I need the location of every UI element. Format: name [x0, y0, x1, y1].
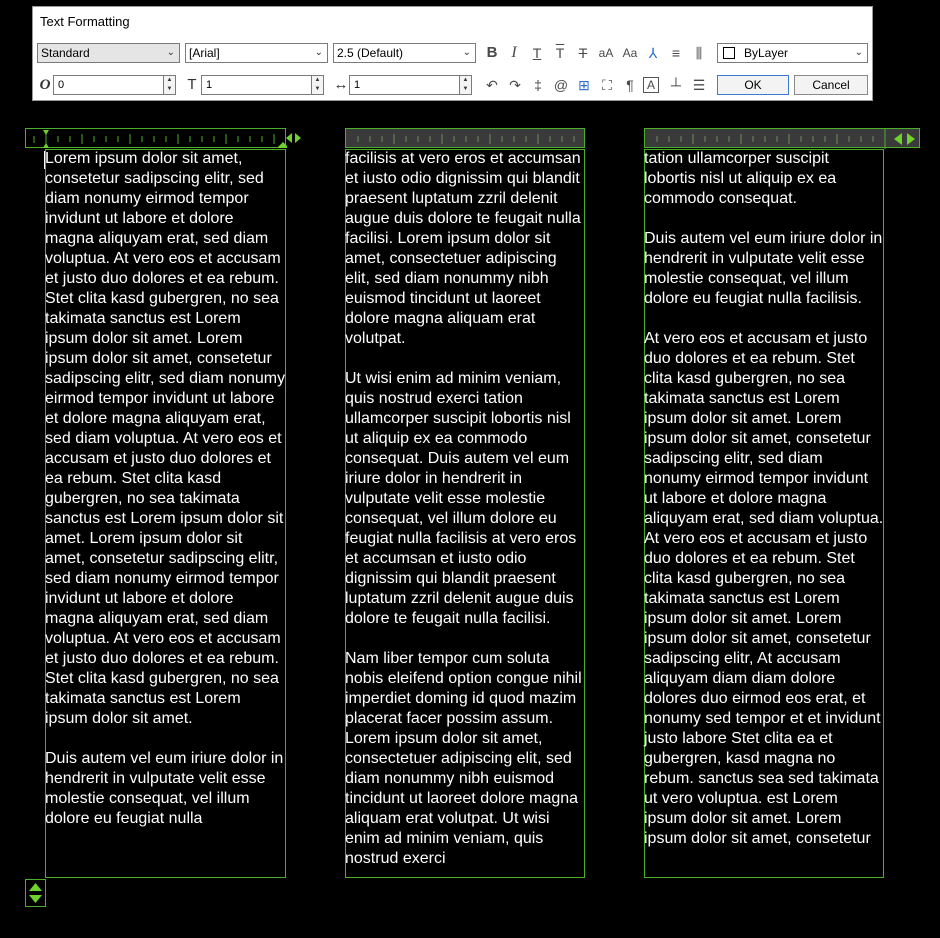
tracking-input[interactable]: 1 [201, 75, 312, 95]
color-select[interactable] [717, 43, 868, 63]
lowercase-button[interactable]: Aa [622, 46, 638, 60]
text-formatting-toolbar [32, 6, 873, 101]
width-factor-spinner[interactable]: ▲ ▼ [460, 75, 472, 95]
stack-fraction-icon[interactable]: ‡ [534, 77, 542, 93]
font-select[interactable] [185, 43, 328, 63]
ruler-ticks [346, 129, 586, 149]
background-mask-icon[interactable]: A [643, 77, 659, 93]
color-select-value: ByLayer [744, 46, 789, 60]
italic-button[interactable]: I [511, 44, 517, 61]
column-height-handle[interactable] [25, 879, 46, 907]
symbol-icon[interactable]: @ [553, 77, 569, 93]
column-1-text: Lorem ipsum dolor sit amet, consetetur sadipscing elitr, sed diam nonumy eirmod tempor invidunt ut labore et dolore magna aliquyam erat, sed diam voluptua. At vero eos et accusam et justo duo dolores et ea rebum. Stet clita kasd gubergren, no sea takimata sanctus est Lorem ipsum dolor sit amet. Lorem ipsum dolor sit amet, consetetur sadipscing elitr, sed diam nonumy eirmod tempor invidunt ut labore et dolore magna aliquyam erat, sed diam voluptua. At vero eos et accusam et justo duo dolores et ea rebum. Stet clita kasd gubergren, no sea takimata sanctus est Lorem ipsum dolor sit amet. Lorem ipsum dolor sit amet, consetetur sadipscing elitr, sed diam nonumy eirmod tempor invidunt ut labore et dolore magna aliquyam erat, sed diam voluptua. At vero eos et accusam et justo duo dolores et ea rebum. Stet clita kasd gubergren, no sea takimata sanctus est Lorem ipsum dolor sit amet. Duis autem vel eum iriure dolor in hendrerit in vulputate velit esse molestie consequat, vel illum dolore eu feugiat nulla [45, 150, 286, 827]
chevron-down-icon: ⌄ [462, 47, 471, 58]
ruler-icon[interactable]: ┴ [671, 77, 681, 93]
redo-icon[interactable]: ↷ [509, 77, 521, 93]
ruler-ticks [645, 129, 921, 149]
column-ruler[interactable] [25, 128, 286, 148]
oblique-angle-icon: O [39, 77, 51, 93]
width-factor-icon: ↔ [333, 76, 349, 93]
column-ruler [644, 128, 920, 148]
tracking-icon: T [187, 76, 197, 93]
insert-field-icon[interactable]: ⊞ [578, 77, 590, 93]
stack-icon[interactable]: ⅄ [648, 45, 658, 61]
column-width-handle-icon[interactable] [286, 132, 302, 144]
column-ruler [345, 128, 585, 148]
columns-icon[interactable]: ⫼ [695, 45, 703, 61]
oblique-angle-spinner[interactable]: ▲ ▼ [164, 75, 176, 95]
ruler-ticks [26, 129, 287, 149]
chevron-down-icon: ⌄ [314, 47, 323, 58]
window-title: Text Formatting [40, 14, 130, 29]
oblique-angle-input[interactable]: 0 [53, 75, 164, 95]
tracking-spinner[interactable]: ▲ ▼ [312, 75, 324, 95]
overline-button[interactable]: $\overline{T}$ [555, 45, 565, 61]
ok-button[interactable]: OK [717, 75, 789, 95]
bold-button[interactable]: B [486, 44, 498, 61]
underline-button[interactable]: T [532, 45, 542, 61]
chevron-down-icon: ⌄ [854, 47, 863, 58]
text-height-select[interactable] [333, 43, 476, 63]
chevron-down-icon: ⌄ [166, 47, 175, 58]
style-select[interactable] [37, 43, 180, 63]
line-spacing-icon[interactable]: ≡ [671, 45, 681, 61]
column-3-text: tation ullamcorper suscipit lobortis nisl ut aliquip ex ea commodo consequat. Duis autem vel eum iriure dolor in hendrerit in vulputate velit esse molestie consequat, vel illum dolore eu feugiat nulla facilisis. At vero eos et accusam et justo duo dolores et ea rebum. Stet clita kasd gubergren, no sea takimata sanctus est Lorem ipsum dolor sit amet. Lorem ipsum dolor sit amet, consetetur sadipscing elitr, sed diam nonumy eirmod tempor invidunt ut labore et dolore magna aliquyam erat, sed diam voluptua. At vero eos et accusam et justo duo dolores et ea rebum. Stet clita kasd gubergren, no sea takimata sanctus est Lorem ipsum dolor sit amet. Lorem ipsum dolor sit amet, consetetur sadipscing elitr, At accusam aliquyam diam diam dolore dolores duo eirmod eos erat, et nonumy sed tempor et et invidunt justo labore Stet clita ea et gubergren, kasd magna no rebum. sanctus sea sed takimata ut vero voluptua. est Lorem ipsum dolor sit amet. Lorem ipsum dolor sit amet, consetetur [644, 150, 884, 847]
text-height-value: 2.5 (Default) [337, 46, 404, 60]
strikethrough-button[interactable]: T [578, 45, 588, 61]
cancel-button[interactable]: Cancel [794, 75, 868, 95]
uppercase-button[interactable]: aA [598, 46, 614, 60]
width-factor-input[interactable]: 1 [349, 75, 460, 95]
undo-icon[interactable]: ↶ [486, 77, 498, 93]
font-select-value: [Arial] [189, 46, 220, 60]
paragraph-icon[interactable]: ¶ [626, 77, 634, 93]
resize-arrows-icon [26, 880, 45, 906]
justification-icon[interactable]: ⛶ [602, 77, 612, 93]
color-swatch [723, 47, 735, 59]
style-select-value: Standard [41, 46, 90, 60]
column-2-text: facilisis at vero eros et accumsan et iusto odio dignissim qui blandit praesent luptatum zzril delenit augue duis dolore te feugait nulla facilisi. Lorem ipsum dolor sit amet, consectetuer adipiscing elit, sed diam nonummy nibh euismod tincidunt ut laoreet dolore magna aliquam erat volutpat. Ut wisi enim ad minim veniam, quis nostrud exerci tation ullamcorper suscipit lobortis nisl ut aliquip ex ea commodo consequat. Duis autem vel eum iriure dolor in hendrerit in vulputate velit esse molestie consequat, vel illum dolore eu feugiat nulla facilisis at vero eros et accumsan et iusto odio dignissim qui blandit praesent luptatum zzril delenit augue duis dolore te feugait nulla facilisi. Nam liber tempor cum soluta nobis eleifend option congue nihil imperdiet doming id quod mazim placerat facer possim assum. Lorem ipsum dolor sit amet, consectetuer adipiscing elit, sed diam nonummy nibh euismod tincidunt ut laoreet dolore magna aliquam erat volutpat. Ut wisi enim ad minim veniam, quis nostrud exerci [345, 150, 582, 867]
numbering-icon[interactable]: ☰ [692, 77, 706, 93]
